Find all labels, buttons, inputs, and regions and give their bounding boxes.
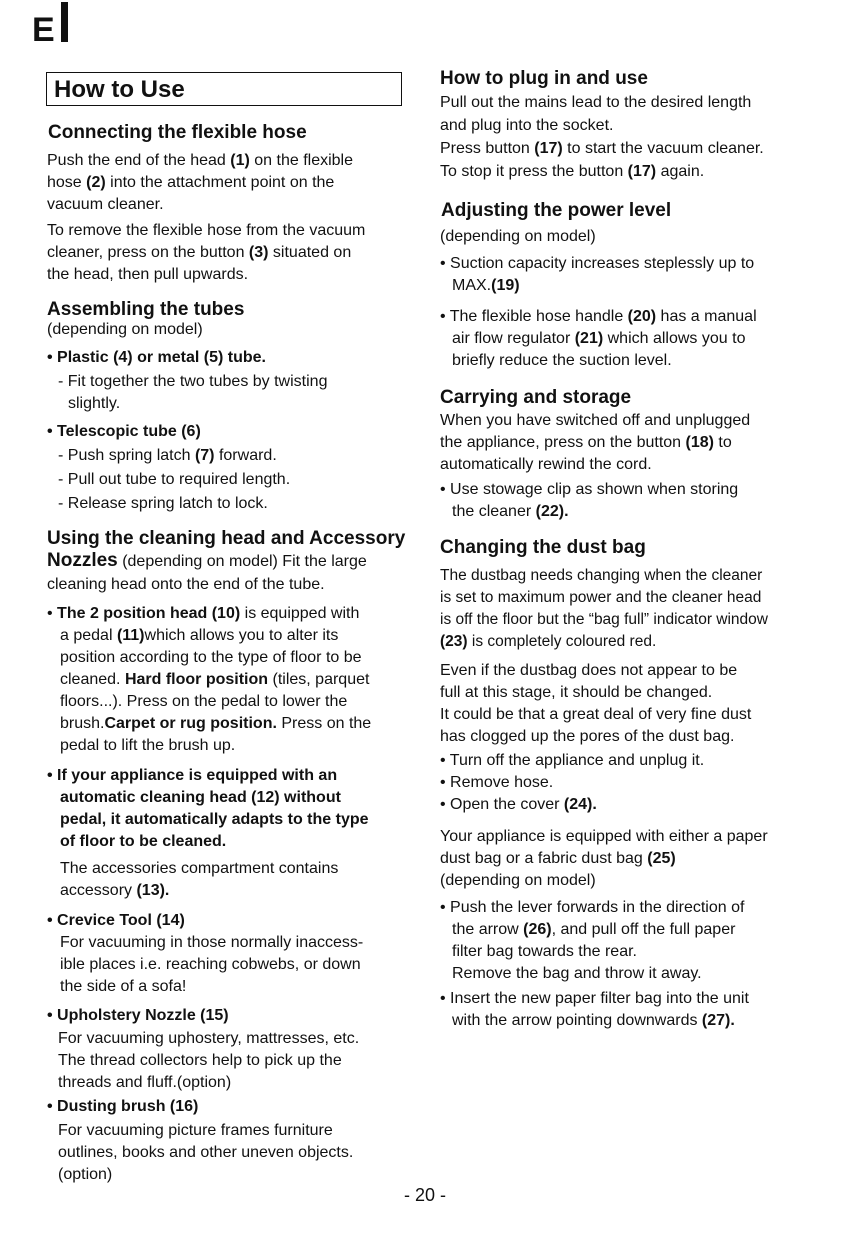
bullet-line: slightly.	[68, 395, 121, 412]
bullet-line	[60, 669, 369, 691]
text-segment: , and pull off the full paper	[551, 921, 736, 938]
text-segment: Your appliance is equipped with either a paper	[440, 828, 768, 845]
section-title-box	[46, 72, 402, 106]
paragraph-line	[440, 161, 704, 183]
paragraph-line	[60, 880, 169, 902]
ref-number: (26)	[523, 921, 552, 938]
paragraph-line	[440, 631, 656, 653]
text-segment: - Release spring latch to lock.	[58, 495, 268, 512]
ref-number: (2)	[86, 174, 106, 191]
paragraph-line	[47, 242, 351, 264]
ref-number: (20)	[627, 308, 657, 325]
text-segment: The dustbag needs changing when the cleaner	[440, 567, 763, 584]
text-segment: which allows you to alter its	[144, 627, 339, 644]
text-segment: • Push the lever forwards in the direction of	[440, 899, 745, 916]
paragraph-line	[440, 454, 652, 476]
text-segment: MAX.	[452, 277, 492, 294]
paragraph-line	[47, 220, 365, 242]
paragraph-line	[60, 858, 338, 880]
ref-number: (24).	[563, 796, 597, 813]
bullet-line	[60, 625, 338, 647]
heading-nozzles: Nozzles	[47, 550, 118, 571]
text-segment: hose	[47, 174, 87, 191]
text-segment: When you have switched off and unplugged	[440, 412, 751, 429]
paragraph-line: ible places i.e. reaching cobwebs, or down	[60, 956, 361, 973]
text-segment: has a manual	[656, 308, 757, 325]
paragraph-line	[440, 432, 732, 454]
bullet-line	[47, 603, 359, 625]
bullet-line	[440, 772, 553, 794]
ref-number: (11)	[116, 627, 145, 644]
text-segment: to start the vacuum cleaner.	[562, 140, 764, 157]
bullet-title: • Plastic (4) or metal (5) tube.	[47, 349, 266, 366]
bullet-line	[452, 350, 672, 372]
text-segment: pedal to lift the brush up.	[60, 737, 236, 754]
bullet-line: - Fit together the two tubes by twisting	[58, 373, 328, 390]
text-segment: which allows you to	[603, 330, 746, 347]
paragraph-line: For vacuuming in those normally inaccess-	[60, 934, 364, 951]
bullet-line	[58, 469, 290, 491]
paragraph-line	[440, 870, 596, 892]
paragraph-line	[440, 587, 761, 609]
text-segment: (depending on model) Fit the large	[117, 553, 367, 570]
text-segment: the arrow	[452, 921, 524, 938]
text-segment: the cleaner	[452, 503, 536, 520]
paragraph-line: Even if the dustbag does not appear to be	[440, 662, 738, 679]
text-segment: cleaned.	[60, 671, 125, 688]
text-segment: Push the end of the head	[47, 152, 231, 169]
ref-number: (27).	[701, 1012, 735, 1029]
text-segment: brush.	[60, 715, 105, 732]
paragraph-line: threads and fluff.(option)	[58, 1074, 232, 1091]
bullet-title: • Telescopic tube (6)	[47, 423, 201, 440]
text-segment: the head, then pull upwards.	[47, 266, 249, 283]
text-segment: air flow regulator	[452, 330, 575, 347]
text-segment: to	[713, 434, 732, 451]
heading-connecting-hose: Connecting the flexible hose	[48, 122, 307, 143]
text-segment: • The flexible hose handle	[440, 308, 628, 325]
paragraph-line: (option)	[58, 1166, 113, 1183]
bullet-title: • Crevice Tool (14)	[47, 912, 185, 929]
ref-number: (7)	[194, 447, 215, 464]
bullet-line	[440, 253, 754, 275]
ref-number: (1)	[230, 152, 250, 169]
paragraph-line: For vacuuming picture frames furniture	[58, 1122, 333, 1139]
paragraph-line: For vacuuming uphostery, mattresses, etc.	[58, 1030, 360, 1047]
heading-cleaning-head: Using the cleaning head and Accessory	[47, 528, 406, 549]
bullet-line	[452, 501, 569, 523]
bullet-line	[440, 750, 704, 772]
text-segment: a pedal	[60, 627, 117, 644]
bullet-line	[452, 328, 745, 350]
bullet-line: • If your appliance is equipped with an	[47, 767, 338, 784]
ref-number: (22).	[535, 503, 569, 520]
paragraph-line: cleaning head onto the end of the tube.	[47, 576, 325, 593]
text-segment: • Insert the new paper filter bag into the unit	[440, 990, 749, 1007]
page-number: - 20 -	[403, 1185, 446, 1205]
bullet-line	[440, 794, 597, 816]
paragraph-line	[440, 826, 768, 848]
text-segment: into the attachment point on the	[105, 174, 335, 191]
paragraph-line: full at this stage, it should be changed.	[440, 684, 713, 701]
text-segment: (depending on model)	[440, 872, 596, 889]
text-segment: To remove the flexible hose from the vacuum	[47, 222, 366, 239]
bullet-line	[440, 306, 757, 328]
paragraph-line	[440, 565, 762, 587]
text-segment: Remove the bag and throw it away.	[452, 965, 702, 982]
paragraph-line: has clogged up the pores of the dust bag.	[440, 728, 735, 745]
text-segment: - Push spring latch	[58, 447, 195, 464]
bullet-line: pedal, it automatically adapts to the type	[60, 811, 369, 828]
ref-number: (19)	[491, 277, 520, 294]
text-segment: • Suction capacity increases steplessly up to	[440, 255, 755, 272]
text-segment: briefly reduce the suction level.	[452, 352, 672, 369]
text-segment: is off the floor but the “bag full” indicator window	[440, 611, 768, 628]
text-segment: floors...). Press on the pedal to lower the	[60, 693, 348, 710]
bullet-line	[452, 941, 637, 963]
bullet-line: of floor to be cleaned.	[60, 833, 227, 850]
language-mark: E	[32, 11, 55, 49]
ref-number: (3)	[248, 244, 269, 261]
text-segment: filter bag towards the rear.	[452, 943, 637, 960]
ref-number: Hard floor position	[124, 671, 269, 688]
paragraph-line	[440, 115, 613, 137]
paragraph-line	[47, 550, 367, 573]
ref-number: (17)	[627, 163, 657, 180]
text-segment: is completely coloured red.	[467, 633, 657, 650]
text-segment: forward.	[214, 447, 277, 464]
text-segment: •	[47, 605, 58, 622]
text-segment: the appliance, press on the button	[440, 434, 686, 451]
bullet-line: automatic cleaning head (12) without	[60, 789, 341, 806]
ref-number: (13).	[136, 882, 170, 899]
ref-number: Carpet or rug position.	[104, 715, 277, 732]
heading-carrying-storage: Carrying and storage	[440, 387, 632, 408]
paragraph-line	[47, 150, 353, 172]
paragraph-line	[47, 172, 334, 194]
bullet-line	[452, 919, 735, 941]
ref-number: (21)	[574, 330, 604, 347]
bullet-line	[58, 445, 277, 467]
text-segment: • Use stowage clip as shown when storing	[440, 481, 739, 498]
text-segment: Press button	[440, 140, 535, 157]
text-segment: cleaner, press on the button	[47, 244, 249, 261]
text-segment: • Remove hose.	[440, 774, 554, 791]
bullet-line	[440, 479, 738, 501]
bullet-line	[440, 988, 749, 1010]
ref-number: The 2 position head (10)	[57, 605, 241, 622]
text-segment: Pull out the mains lead to the desired length	[440, 94, 752, 111]
text-segment: accessory	[60, 882, 137, 899]
paragraph-line	[47, 194, 164, 216]
paragraph-line: The thread collectors help to pick up the	[58, 1052, 342, 1069]
bullet-line	[452, 275, 520, 297]
ref-number: (18)	[685, 434, 714, 451]
text-segment: position according to the type of floor to be	[60, 649, 362, 666]
text-segment: situated on	[268, 244, 352, 261]
bullet-line	[440, 897, 744, 919]
subtitle-line: (depending on model)	[47, 321, 203, 338]
paragraph-line	[440, 848, 676, 870]
text-segment: • Turn off the appliance and unplug it.	[440, 752, 705, 769]
bullet-title: • Dusting brush (16)	[47, 1098, 199, 1115]
bullet-title: • Upholstery Nozzle (15)	[47, 1007, 229, 1024]
text-segment: on the flexible	[249, 152, 354, 169]
text-segment: automatically rewind the cord.	[440, 456, 652, 473]
paragraph-line: outlines, books and other uneven objects.	[58, 1144, 354, 1161]
paragraph-line: the side of a sofa!	[60, 978, 187, 995]
text-segment: Press on the	[276, 715, 372, 732]
bullet-line	[60, 691, 347, 713]
text-segment: with the arrow pointing downwards	[452, 1012, 702, 1029]
heading-power-level: Adjusting the power level	[441, 200, 672, 221]
bullet-line	[58, 493, 268, 515]
text-segment: The accessories compartment contains	[60, 860, 339, 877]
paragraph-line	[440, 138, 764, 160]
bullet-line	[452, 963, 702, 985]
text-segment: again.	[656, 163, 705, 180]
ref-number: (25)	[647, 850, 676, 867]
paragraph-line	[47, 264, 248, 286]
text-segment: To stop it press the button	[440, 163, 628, 180]
text-segment: (tiles, parquet	[268, 671, 370, 688]
text-segment: - Pull out tube to required length.	[58, 471, 291, 488]
section-title: How to Use	[54, 76, 185, 103]
paragraph-line	[440, 609, 768, 631]
heading-dust-bag: Changing the dust bag	[440, 537, 646, 558]
bullet-line	[60, 647, 362, 669]
paragraph-line	[440, 92, 751, 114]
bullet-line	[60, 713, 371, 735]
heading-plug-in: How to plug in and use	[440, 68, 648, 89]
text-segment: vacuum cleaner.	[47, 196, 164, 213]
bullet-line	[60, 735, 235, 757]
text-segment: is set to maximum power and the cleaner head	[440, 589, 762, 606]
ref-number: (17)	[534, 140, 563, 157]
text-segment: dust bag or a fabric dust bag	[440, 850, 648, 867]
subtitle-line: (depending on model)	[440, 228, 596, 245]
heading-assembling-tubes: Assembling the tubes	[47, 299, 245, 320]
ref-number: (23)	[440, 633, 468, 650]
language-marker-bar	[61, 2, 68, 42]
text-segment: • Open the cover	[440, 796, 564, 813]
text-segment: is equipped with	[240, 605, 360, 622]
paragraph-line: It could be that a great deal of very fine dust	[440, 706, 752, 723]
text-segment: and plug into the socket.	[440, 117, 614, 134]
paragraph-line	[440, 410, 750, 432]
bullet-line	[452, 1010, 735, 1032]
